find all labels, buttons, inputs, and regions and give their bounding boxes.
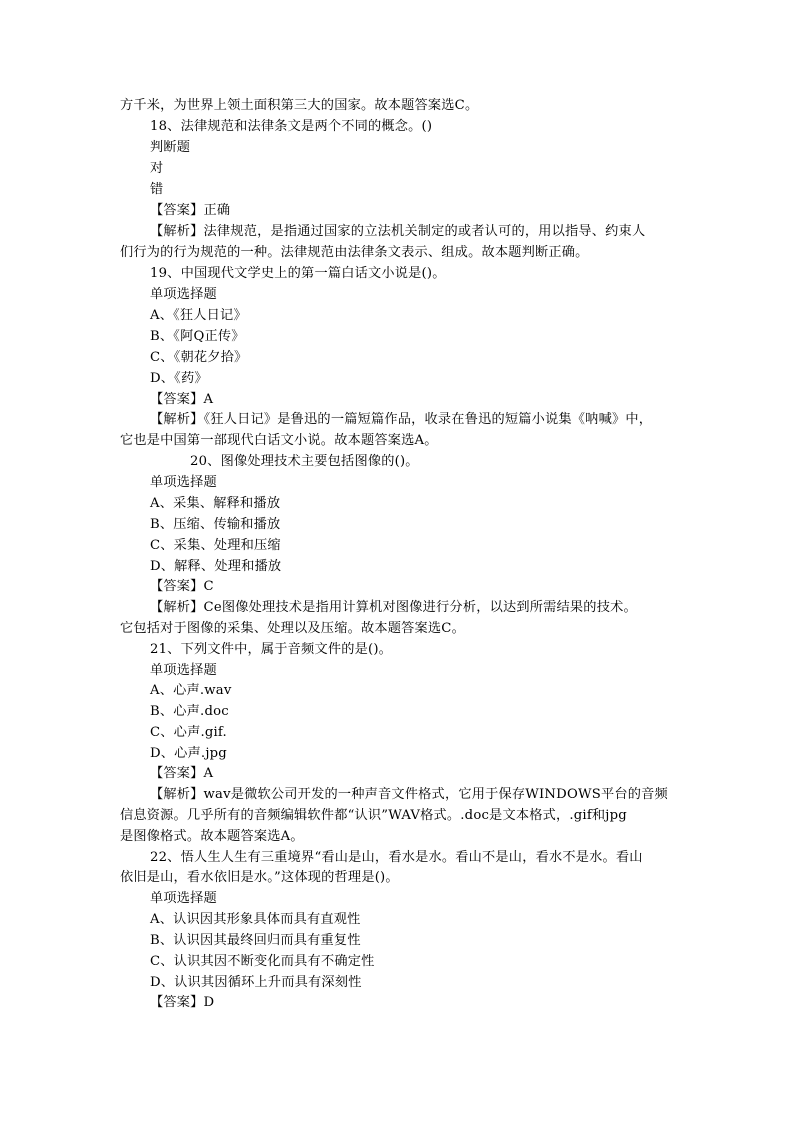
option-d: D、认识其因循环上升而具有深刻性: [150, 975, 362, 990]
question-type-label: 单项选择题: [150, 663, 217, 678]
option-c: C、采集、处理和压缩: [150, 538, 281, 553]
answer-line: 【答案】A: [150, 392, 214, 407]
question-type-label: 单项选择题: [150, 891, 217, 906]
question-21-stem: 21、下列文件中，属于音频文件的是()。: [150, 642, 393, 657]
option-b: B、《阿Q正传》: [150, 329, 245, 344]
question-22-stem-cont: 依旧是山，看水依旧是水。”这体现的哲理是()。: [120, 870, 399, 885]
question-type-label: 单项选择题: [150, 475, 217, 490]
question-22-stem: 22、悟人生人生有三重境界“看山是山，看水是水。看山不是山，看水不是水。看山: [150, 850, 643, 865]
option-a: A、心声.wav: [150, 683, 232, 698]
explanation-line: 是图像格式。故本题答案选A。: [120, 829, 304, 844]
option-true: 对: [150, 161, 164, 176]
option-b: B、认识因其最终回归而具有重复性: [150, 933, 361, 948]
option-b: B、心声.doc: [150, 704, 229, 719]
option-c: C、心声.gif.: [150, 725, 227, 740]
question-type-label: 判断题: [150, 140, 191, 155]
question-type-label: 单项选择题: [150, 287, 217, 302]
explanation-line: 【解析】《狂人日记》是鲁迅的一篇短篇作品，收录在鲁迅的短篇小说集《呐喊》中，: [150, 412, 653, 427]
question-18-stem: 18、法律规范和法律条文是两个不同的概念。(): [150, 119, 433, 134]
option-d: D、心声.jpg: [150, 746, 227, 761]
option-false: 错: [150, 182, 164, 197]
option-c: C、《朝花夕拾》: [150, 350, 248, 365]
option-d: D、《药》: [150, 371, 208, 386]
explanation-line: 【解析】wav是微软公司开发的一种声音文件格式，它用于保存WINDOWS平台的音频: [150, 787, 668, 802]
option-a: A、认识因其形象具体而具有直观性: [150, 912, 361, 927]
question-19-stem: 19、中国现代文学史上的第一篇白话文小说是()。: [150, 266, 446, 281]
explanation-line: 信息资源。几乎所有的音频编辑软件都“认识”WAV格式。.doc是文本格式，.gif和jpg: [120, 808, 627, 823]
explanation-line: 它也是中国第一部现代白话文小说。故本题答案选A。: [120, 433, 438, 448]
explanation-line: 【解析】法律规范，是指通过国家的立法机关制定的或者认可的，用以指导、约束人: [150, 224, 646, 239]
option-a: A、采集、解释和播放: [150, 496, 281, 511]
explanation-line: 们行为的行为规范的一种。法律规范由法律条文表示、组成。故本题判断正确。: [120, 245, 589, 260]
option-a: A、《狂人日记》: [150, 308, 247, 323]
answer-line: 【答案】C: [150, 579, 214, 594]
answer-line: 【答案】正确: [150, 203, 231, 218]
text-line: 方千米，为世界上领土面积第三大的国家。故本题答案选C。: [120, 98, 479, 113]
option-c: C、认识其因不断变化而具有不确定性: [150, 954, 375, 969]
explanation-line: 它包括对于图像的采集、处理以及压缩。故本题答案选C。: [120, 621, 465, 636]
answer-line: 【答案】A: [150, 766, 214, 781]
option-b: B、压缩、传输和播放: [150, 517, 281, 532]
answer-line: 【答案】D: [150, 995, 215, 1010]
question-20-stem: 20、图像处理技术主要包括图像的()。: [190, 454, 419, 469]
option-d: D、解释、处理和播放: [150, 559, 282, 574]
explanation-line: 【解析】Ce图像处理技术是指用计算机对图像进行分析，以达到所需结果的技术。: [150, 600, 637, 615]
